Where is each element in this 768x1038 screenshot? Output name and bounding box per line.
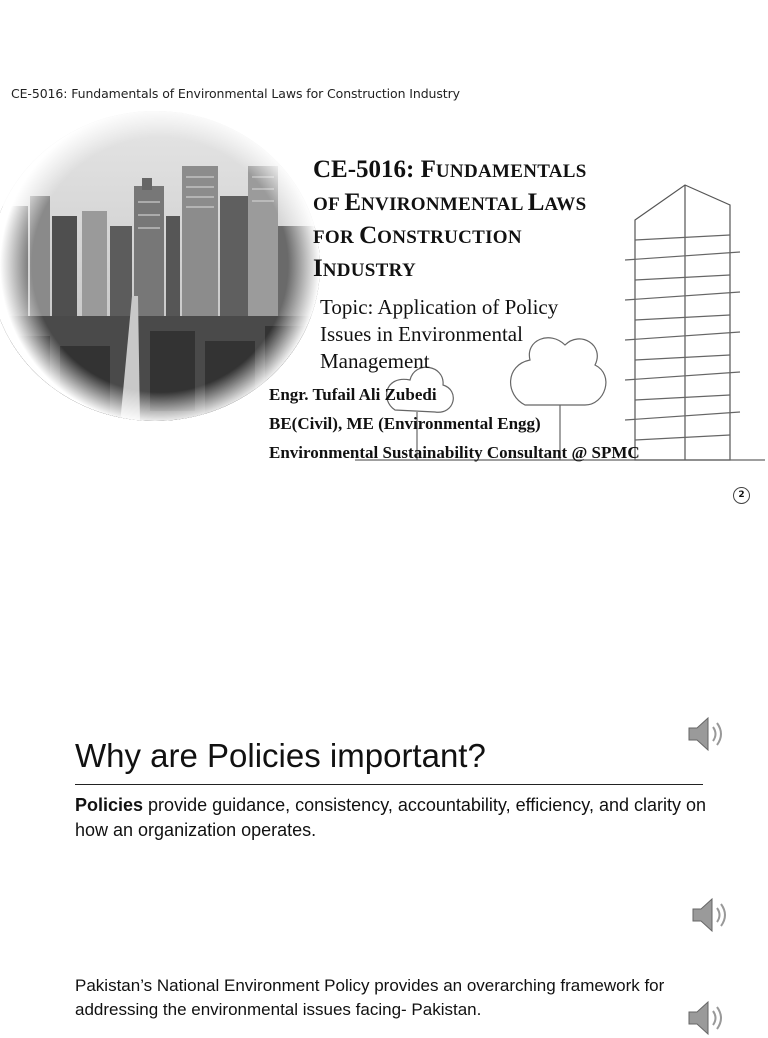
policies-paragraph [75, 793, 715, 843]
title-line-4-i: I [313, 255, 323, 282]
header-course-title: CE-5016: Fundamentals of Environmental Laws for Construction Industry [11, 86, 460, 101]
author-role: Environmental Sustainability Consultant @ SPMC [269, 443, 640, 462]
title-line-4-sc: NDUSTRY [322, 260, 417, 281]
title-line-2-e: E [344, 189, 362, 216]
title-line-2-sc2: AWS [544, 194, 587, 215]
slide-topic: Topic: Application of Policy Issues in Environmental Management [320, 295, 559, 373]
city-skyline-image [0, 106, 320, 424]
title-line-2-sc: NVIRONMENTAL [361, 194, 528, 215]
slide-title [313, 154, 653, 286]
title-line-3-sc: ONSTRUCTION [377, 227, 522, 248]
national-policy-paragraph: Pakistan’s National Environment Policy provides an overarching framework for addressing the environmental issues facing- Pakistan. [75, 976, 665, 1019]
author-degree: BE(Civil), ME (Environmental Engg) [269, 414, 541, 433]
speaker-icon[interactable] [690, 895, 732, 935]
title-line-2-l: L [527, 189, 545, 216]
page-number-badge: 2 [733, 487, 750, 504]
policies-rest: provide guidance, consistency, accountability, efficiency, and clarity on how an organization operates. [75, 795, 707, 840]
heading-divider [75, 784, 703, 785]
title-line-1-big: CE-5016: F [313, 156, 436, 183]
title-line-3-for: FOR [313, 227, 360, 248]
speaker-icon[interactable] [686, 998, 728, 1038]
title-line-2-of: OF [313, 194, 345, 215]
author-block [269, 380, 640, 467]
policies-bold: Policies [75, 795, 144, 815]
title-line-1-sc: UNDAMENTALS [435, 161, 587, 182]
author-name: Engr. Tufail Ali Zubedi [269, 385, 437, 404]
title-line-3-c: C [359, 222, 378, 249]
slide-2-heading: Why are Policies important? [75, 737, 486, 774]
speaker-icon[interactable] [686, 714, 728, 754]
